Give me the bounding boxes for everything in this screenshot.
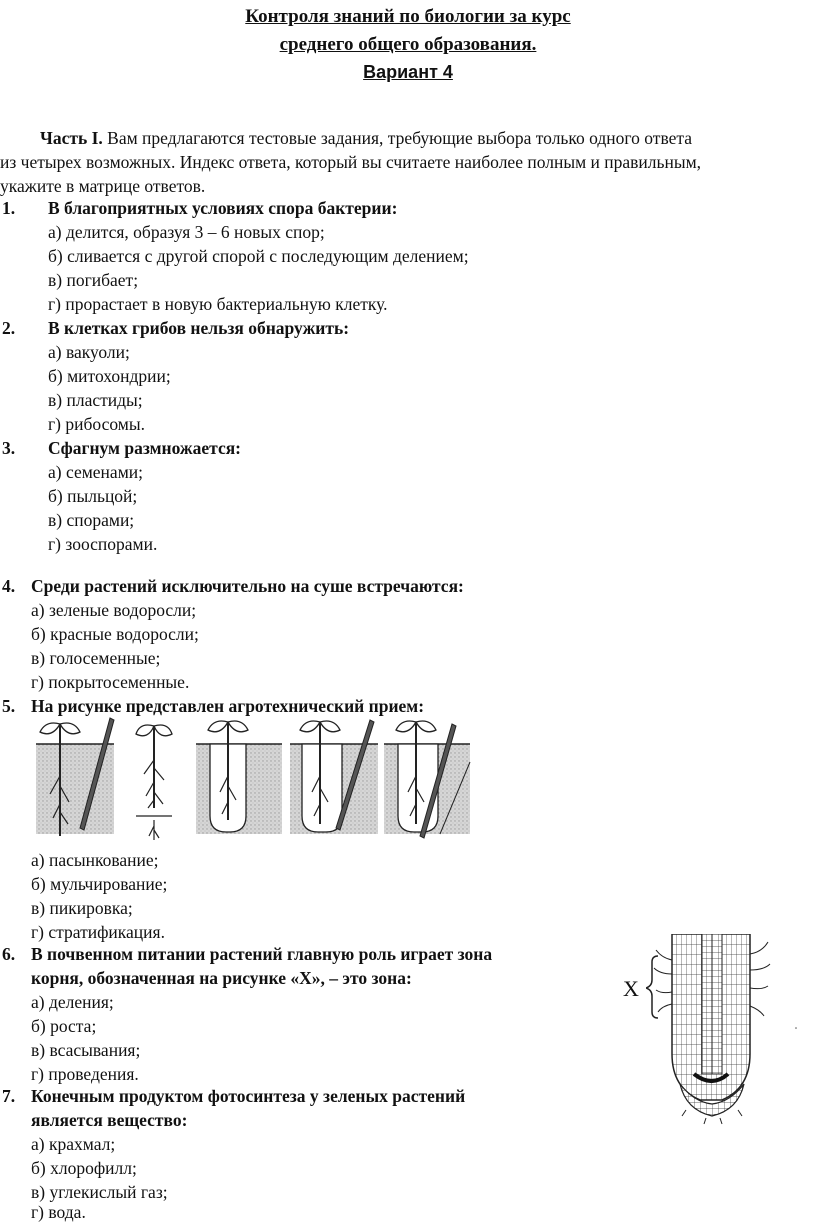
root-tip-illustration: [646, 934, 806, 1126]
seedling-panel-2: [136, 725, 172, 840]
question-7-text-line-2: является вещество:: [31, 1110, 188, 1130]
intro-line-1: [0, 126, 816, 150]
question-4-number: 4.: [2, 576, 16, 596]
title-line-1: Контроля знаний по биологии за курс: [245, 6, 571, 27]
question-3-number: 3.: [2, 438, 16, 458]
question-6-option-d: г) проведения.: [31, 1064, 139, 1084]
question-1-option-a: а) делится, образуя 3 – 6 новых спор;: [48, 222, 325, 242]
question-7-option-c: в) углекислый газ;: [31, 1182, 168, 1202]
question-4-option-b: б) красные водоросли;: [31, 624, 199, 644]
question-6-text-line-2: корня, обозначенная на рисунке «Х», – это зона:: [31, 968, 412, 988]
question-5-option-b: б) мульчирование;: [31, 874, 168, 894]
question-1-text: В благоприятных условиях спора бактерии:: [48, 198, 398, 218]
variant-label: Вариант 4: [363, 62, 453, 82]
question-1-option-c: в) погибает;: [48, 270, 139, 290]
question-3-option-c: в) спорами;: [48, 510, 135, 530]
question-6-text-line-1: В почвенном питании растений главную роль играет зона: [31, 944, 493, 964]
part-label: Часть I.: [40, 128, 103, 148]
seedling-panel-3: [196, 721, 282, 834]
question-3-option-d: г) зооспорами.: [48, 534, 158, 554]
seedling-panel-4: [290, 720, 378, 834]
question-3-text: Сфагнум размножается:: [48, 438, 242, 458]
question-7-option-a: а) крахмал;: [31, 1134, 116, 1154]
question-4-option-a: а) зеленые водоросли;: [31, 600, 197, 620]
question-2-number: 2.: [2, 318, 16, 338]
question-6-number: 6.: [2, 944, 16, 964]
seedling-transplant-illustration: [30, 716, 480, 848]
question-7-text-line-1: Конечным продуктом фотосинтеза у зеленых растений: [31, 1086, 466, 1106]
question-4-text: Среди растений исключительно на суше встречаются:: [31, 576, 464, 596]
question-5-option-a: а) пасынкование;: [31, 850, 159, 870]
question-7-number: 7.: [2, 1086, 16, 1106]
intro-line-3: укажите в матрице ответов.: [0, 176, 206, 196]
question-3-option-b: б) пыльцой;: [48, 486, 138, 506]
question-7-option-d: г) вода.: [31, 1202, 86, 1222]
question-6-option-b: б) роста;: [31, 1016, 97, 1036]
question-2-option-c: в) пластиды;: [48, 390, 143, 410]
question-7-option-b: б) хлорофилл;: [31, 1158, 137, 1178]
question-2-text: В клетках грибов нельзя обнаружить:: [48, 318, 350, 338]
question-3-option-a: а) семенами;: [48, 462, 143, 482]
question-6-option-c: в) всасывания;: [31, 1040, 141, 1060]
seedling-panel-1: [36, 718, 114, 836]
question-5-text: На рисунке представлен агротехнический прием:: [31, 696, 425, 716]
question-1-number: 1.: [2, 198, 16, 218]
question-5-option-c: в) пикировка;: [31, 898, 133, 918]
seedling-panel-5: [384, 721, 470, 838]
question-4-option-c: в) голосеменные;: [31, 648, 161, 668]
question-2-option-d: г) рибосомы.: [48, 414, 145, 434]
question-1-option-d: г) прорастает в новую бактериальную клетку.: [48, 294, 388, 314]
question-2-option-b: б) митохондрии;: [48, 366, 171, 386]
question-4-option-d: г) покрытосеменные.: [31, 672, 190, 692]
root-zone-x-label: X: [623, 976, 639, 1001]
title-line-2: среднего общего образования.: [279, 34, 537, 55]
question-6-option-a: а) деления;: [31, 992, 114, 1012]
intro-text-1: Вам предлагаются тестовые задания, требующие выбора только одного ответа: [102, 128, 693, 148]
question-5-option-d: г) стратификация.: [31, 922, 165, 942]
question-1-option-b: б) сливается с другой спорой с последующим делением;: [48, 246, 469, 266]
question-2-option-a: а) вакуоли;: [48, 342, 130, 362]
intro-line-2: из четырех возможных. Индекс ответа, который вы считаете наиболее полным и правильным,: [0, 152, 702, 172]
question-5-number: 5.: [2, 696, 16, 716]
